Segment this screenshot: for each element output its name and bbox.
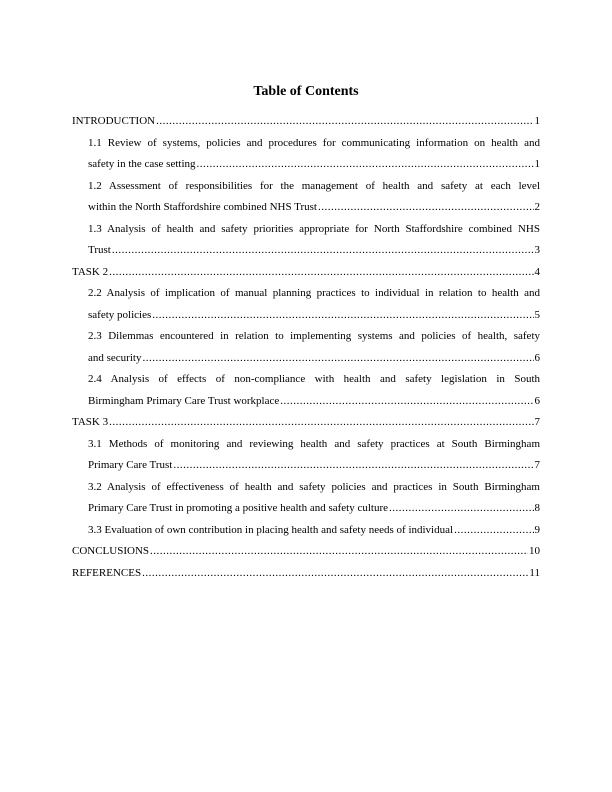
toc-entry-text: 1.2 Assessment of responsibilities for the management of health and safety at each level [88,179,540,192]
dot-leader [109,412,533,434]
dot-leader [173,455,533,477]
toc-entry-text: safety in the case setting [88,158,196,170]
table-of-contents [72,111,540,584]
toc-entry[interactable] [72,326,540,369]
dot-leader [150,541,528,563]
toc-page-number: 6 [534,351,540,364]
toc-page-number: 3 [534,244,540,256]
toc-entry[interactable] [72,434,540,477]
toc-entry-text: 3.1 Methods of monitoring and reviewing health and safety practices at South Birmingham [88,437,540,450]
toc-entry[interactable] [72,133,540,176]
dot-leader [142,348,533,370]
toc-entry-text: 1.3 Analysis of health and safety priorities appropriate for North Staffordshire combined NHS [88,222,540,235]
toc-entry[interactable] [72,219,540,262]
toc-page-number: 2 [534,201,540,213]
toc-entry-text: 2.2 Analysis of implication of manual planning practices to individual in relation to health and [88,287,540,299]
toc-entry-text: and security [88,351,142,364]
toc-page-number: 11 [529,566,540,579]
toc-entry-text: CONCLUSIONS [72,545,150,557]
toc-entry-text: Primary Care Trust [88,459,173,471]
dot-leader [318,197,534,219]
dot-leader [454,520,533,542]
dot-leader [152,305,533,327]
toc-page-number: 7 [534,416,540,428]
toc-entry[interactable] [72,563,540,585]
toc-entry-text: within the North Staffordshire combined NHS Trust [88,201,317,213]
toc-entry[interactable] [72,520,540,542]
dot-leader [280,391,533,413]
toc-entry[interactable] [72,541,540,563]
toc-entry-text: safety policies [88,308,152,321]
toc-entry-text: Primary Care Trust in promoting a positive health and safety culture [88,502,389,514]
toc-entry-text: TASK 3 [72,416,109,428]
toc-page-number: 6 [534,394,540,407]
toc-entry-text: 2.3 Dilemmas encountered in relation to implementing systems and policies of health, safety [88,330,540,342]
toc-entry-text: 3.2 Analysis of effectiveness of health and safety policies and practices in South Birmingham [88,480,540,493]
toc-entry[interactable] [72,262,540,284]
toc-entry[interactable] [72,176,540,219]
page-title: Table of Contents [253,84,359,99]
toc-entry-text: REFERENCES [72,566,142,579]
dot-leader [142,563,528,585]
toc-entry[interactable] [72,283,540,326]
toc-entry-text: 1.1 Review of systems, policies and procedures for communicating information on health and [88,136,540,149]
dot-leader [197,154,534,176]
toc-entry[interactable] [72,477,540,520]
toc-page-number: 1 [534,115,540,127]
toc-entry-text: 3.3 Evaluation of own contribution in placing health and safety needs of individual [88,523,454,536]
toc-page-number: 10 [529,545,540,557]
toc-entry[interactable] [72,369,540,412]
toc-page-number: 8 [534,502,540,514]
dot-leader [109,262,533,284]
toc-entry-text: Birmingham Primary Care Trust workplace [88,394,280,407]
toc-entry-text: 2.4 Analysis of effects of non-compliance with health and safety legislation in South [88,373,540,385]
toc-entry-text: Trust [88,244,111,256]
toc-entry[interactable] [72,111,540,133]
toc-page-number: 4 [534,265,540,278]
dot-leader [389,498,533,520]
toc-page-number: 1 [534,158,540,170]
toc-entry[interactable] [72,412,540,434]
dot-leader [156,111,533,133]
toc-page-number: 9 [534,523,540,536]
toc-entry-text: INTRODUCTION [72,115,156,127]
dot-leader [112,240,534,262]
toc-page-number: 7 [534,459,540,471]
toc-entry-text: TASK 2 [72,265,109,278]
toc-page-number: 5 [534,308,540,321]
